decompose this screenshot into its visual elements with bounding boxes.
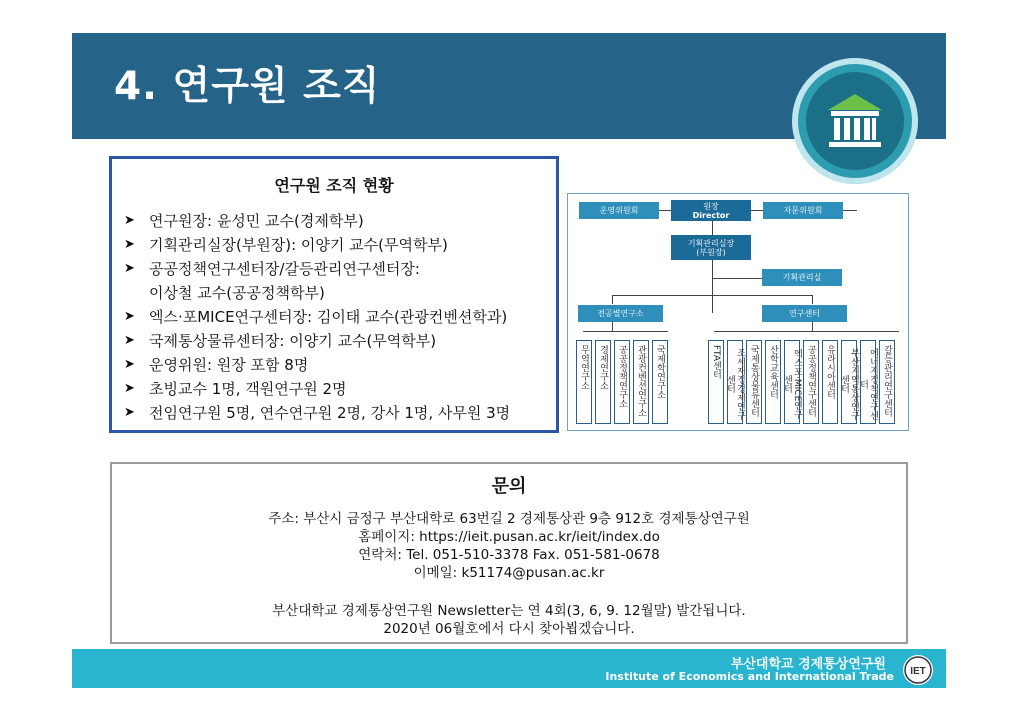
arrow-bullet-icon: ➤ — [124, 333, 135, 348]
arrow-bullet-icon: ➤ — [124, 237, 135, 252]
list-item: ➤ 초빙교수 1명, 객원연구원 2명 — [122, 377, 510, 401]
center-box: 갈등관리연구센터 — [879, 340, 895, 424]
center-box: 에너지정책연구센터 — [860, 340, 876, 424]
bank-building-icon — [806, 72, 904, 170]
center-box: FTA센터 — [708, 340, 724, 424]
footer-bar — [72, 649, 946, 688]
planning-chief-box: 기획관리실장 (부원장) — [671, 235, 751, 260]
list-item: ➤ 전임연구원 5명, 연수연구원 2명, 강사 1명, 사무원 3명 — [122, 401, 510, 425]
center-box: 유라시아센터 — [822, 340, 838, 424]
email-link[interactable]: 이메일: k51174@pusan.ac.kr — [413, 565, 605, 581]
advisory-committee-box: 자문위원회 — [763, 202, 843, 219]
arrow-bullet-icon: ➤ — [124, 309, 135, 324]
contact-panel — [110, 462, 908, 644]
institute-logo — [792, 58, 918, 184]
list-item: ➤ 운영위원: 원장 포함 8명 — [122, 353, 510, 377]
center-box: 산학교육센터 — [765, 340, 781, 424]
center-box: 국제통상물류센터 — [746, 340, 762, 424]
center-box: 조세재정경제연구센터 — [727, 340, 743, 424]
steering-committee-box: 운영위원회 — [579, 202, 659, 219]
contact-heading: 문의 — [491, 476, 527, 497]
institute-box: 관광컨벤션연구소 — [633, 340, 649, 424]
research-centers-box: 연구센터 — [762, 305, 847, 322]
arrow-bullet-icon: ➤ — [124, 381, 135, 396]
arrow-bullet-icon: ➤ — [124, 357, 135, 372]
list-item: ➤ 연구원장: 윤성민 교수(경제학부) — [122, 209, 510, 233]
homepage-link[interactable]: 홈페이지: https://ieit.pusan.ac.kr/ieit/index.do — [358, 529, 660, 545]
next-issue-note: 2020년 06월호에서 다시 찾아뵙겠습니다. — [383, 621, 635, 637]
center-box: 엑스포·MICE연구센터 — [784, 340, 800, 424]
phone-text: 연락처: Tel. 051-510-3378 Fax. 051-581-0678 — [358, 547, 660, 563]
list-item: ➤ 공공정책연구센터장/갈등관리연구센터장: 이상철 교수(공공정책학부) — [122, 257, 510, 305]
roster-panel — [109, 156, 559, 433]
page-title: 4. 연구원 조직 — [114, 64, 381, 109]
footer-name-ko: 부산대학교 경제통상연구원 — [730, 657, 886, 672]
arrow-bullet-icon: ➤ — [124, 213, 135, 228]
newsletter-note: 부산대학교 경제통상연구원 Newsletter는 연 4회(3, 6, 9. 12월말) 발간됩니다. — [272, 603, 746, 619]
center-box: 부산지역통상연구센터 — [841, 340, 857, 424]
arrow-bullet-icon: ➤ — [124, 261, 135, 276]
org-chart — [567, 193, 909, 431]
roster-heading: 연구원 조직 현황 — [274, 176, 394, 195]
institute-box: 무역연구소 — [576, 340, 592, 424]
address-text: 주소: 부산시 금정구 부산대학로 63번길 2 경제통상관 9층 912호 경제통상연구원 — [268, 511, 750, 527]
director-box: 원장 Director — [671, 200, 751, 221]
svg-text:IET: IET — [910, 666, 926, 677]
footer-logo-icon — [903, 655, 933, 685]
list-item: ➤ 기획관리실장(부원장): 이양기 교수(무역학부) — [122, 233, 510, 257]
affiliated-institutes-box: 전공별연구소 — [578, 305, 663, 322]
footer-name-en: Institute of Economics and International Trade — [605, 670, 894, 683]
institute-box: 국제학연구소 — [652, 340, 668, 424]
institute-box: 경제연구소 — [595, 340, 611, 424]
planning-office-box: 기획관리실 — [762, 269, 842, 286]
list-item: ➤ 국제통상물류센터장: 이양기 교수(무역학부) — [122, 329, 510, 353]
list-item: ➤ 엑스·포MICE연구센터장: 김이태 교수(관광컨벤션학과) — [122, 305, 510, 329]
roster-list — [122, 209, 510, 425]
arrow-bullet-icon: ➤ — [124, 405, 135, 420]
center-box: 공공정책연구센터 — [803, 340, 819, 424]
institute-box: 공공정책연구소 — [614, 340, 630, 424]
